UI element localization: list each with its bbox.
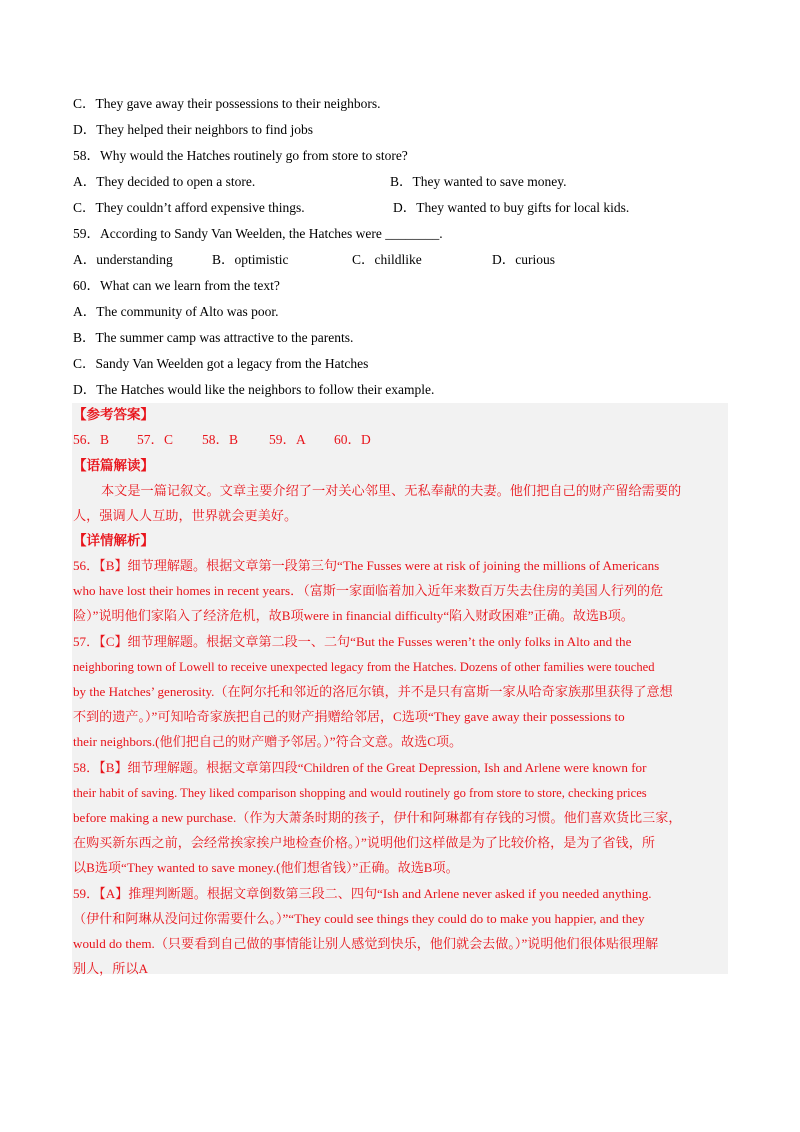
detail-57-line-4: 不到的遗产。）”可知哈奇家族把自己的财产捐赠给邻居，C选项“They gave away their possessions to [73,709,625,724]
q59-stem: 59．According to Sandy Van Weelden, the Hatches were ________. [73,226,443,241]
detail-59-line-2: （伊什和阿琳从没问过你需要什么。）”“They could see things they could do to make you happier, and they [73,911,645,926]
reference-answer-heading: 【参考答案】 [73,407,154,422]
answer-key-58: 58．B [202,432,239,447]
detail-58-line-2: their habit of saving. They liked comparison shopping and would routinely go from store to store, checking prices [73,786,647,800]
answer-key-60: 60．D [334,432,371,447]
summary-heading: 【语篇解读】 [73,458,154,473]
answer-keys [73,431,371,449]
detail-56-line-3: 险）”说明他们家陷入了经济危机，故B项were in financial difficulty“陷入财政困难”正确。故选B项。 [73,608,634,623]
detail-58-line-3: before making a new purchase.（作为大萧条时期的孩子，伊什和阿琳都有存钱的习惯。他们喜欢货比三家， [73,810,682,825]
q60-option-c: C．Sandy Van Weelden got a legacy from the Hatches [73,356,369,371]
q60-option-a: A．The community of Alto was poor. [73,304,279,319]
q58-option-b: B．They wanted to save money. [390,174,567,189]
q58-option-d: D．They wanted to buy gifts for local kids. [393,200,630,215]
detail-59-line-1: 59．【A】推理判断题。根据文章倒数第三段二、四句“Ish and Arlene never asked if you needed anything. [73,886,652,901]
detail-57-line-3: by the Hatches’ generosity.（在阿尔托和邻近的洛厄尔镇，并不是只有富斯一家从哈奇家族那里获得了意想 [73,684,673,699]
q60-stem: 60．What can we learn from the text? [73,278,280,293]
q59-option-d: D．curious [492,252,555,267]
q57-option-d: D．They helped their neighbors to find jobs [73,122,313,137]
detail-59-line-4: 别人，所以A [73,961,148,976]
summary-line-1: 本文是一篇记叙文。文章主要介绍了一对关心邻里、无私奉献的夫妻。他们把自己的财产留给需要的 [101,483,682,498]
detail-58-line-4: 在购买新东西之前，会经常挨家挨户地检查价格。）”说明他们这样做是为了比较价格，是为了省钱，所 [73,835,655,850]
detail-58-line-5: 以B选项“They wanted to save money.(他们想省钱）”正确。故选B项。 [73,860,459,875]
answer-key-57: 57．C [137,432,174,447]
q60-option-b: B．The summer camp was attractive to the parents. [73,330,354,345]
q58-option-a: A．They decided to open a store. [73,174,256,189]
answer-key-59: 59．A [269,432,306,447]
q59-option-a: A．understanding [73,252,173,267]
q57-option-c: C．They gave away their possessions to their neighbors. [73,96,381,111]
q58-option-c: C．They couldn’t afford expensive things. [73,200,305,215]
answer-key-56: 56．B [73,432,110,447]
q59-option-c: C．childlike [352,252,422,267]
detail-57-line-2: neighboring town of Lowell to receive unexpected legacy from the Hatches. Dozens of other families were touched [73,660,655,674]
summary-line-2: 人，强调人人互助，世界就会更美好。 [73,508,298,523]
detail-57-line-1: 57．【C】细节理解题。根据文章第二段一、二句“But the Fusses weren’t the only folks in Alto and the [73,634,632,649]
detail-56-line-2: who have lost their homes in recent years．（富斯一家面临着加入近年来数百万失去住房的美国人行列的危 [73,583,664,598]
q59-option-b: B．optimistic [212,252,289,267]
detail-58-line-1: 58．【B】细节理解题。根据文章第四段“Children of the Great Depression, Ish and Arlene were known for [73,760,647,775]
q58-stem: 58．Why would the Hatches routinely go from store to store? [73,148,408,163]
detail-heading: 【详情解析】 [73,533,154,548]
detail-59-line-3: would do them.（只要看到自己做的事情能让别人感觉到快乐，他们就会去做。）”说明他们很体贴很理解 [73,936,659,951]
detail-56-line-1: 56．【B】细节理解题。根据文章第一段第三句“The Fusses were at risk of joining the millions of Americans [73,558,660,573]
q60-option-d: D．The Hatches would like the neighbors to follow their example. [73,382,435,397]
detail-57-line-5: their neighbors.(他们把自己的财产赠予邻居。）”符合文意。故选C项。 [73,734,463,749]
